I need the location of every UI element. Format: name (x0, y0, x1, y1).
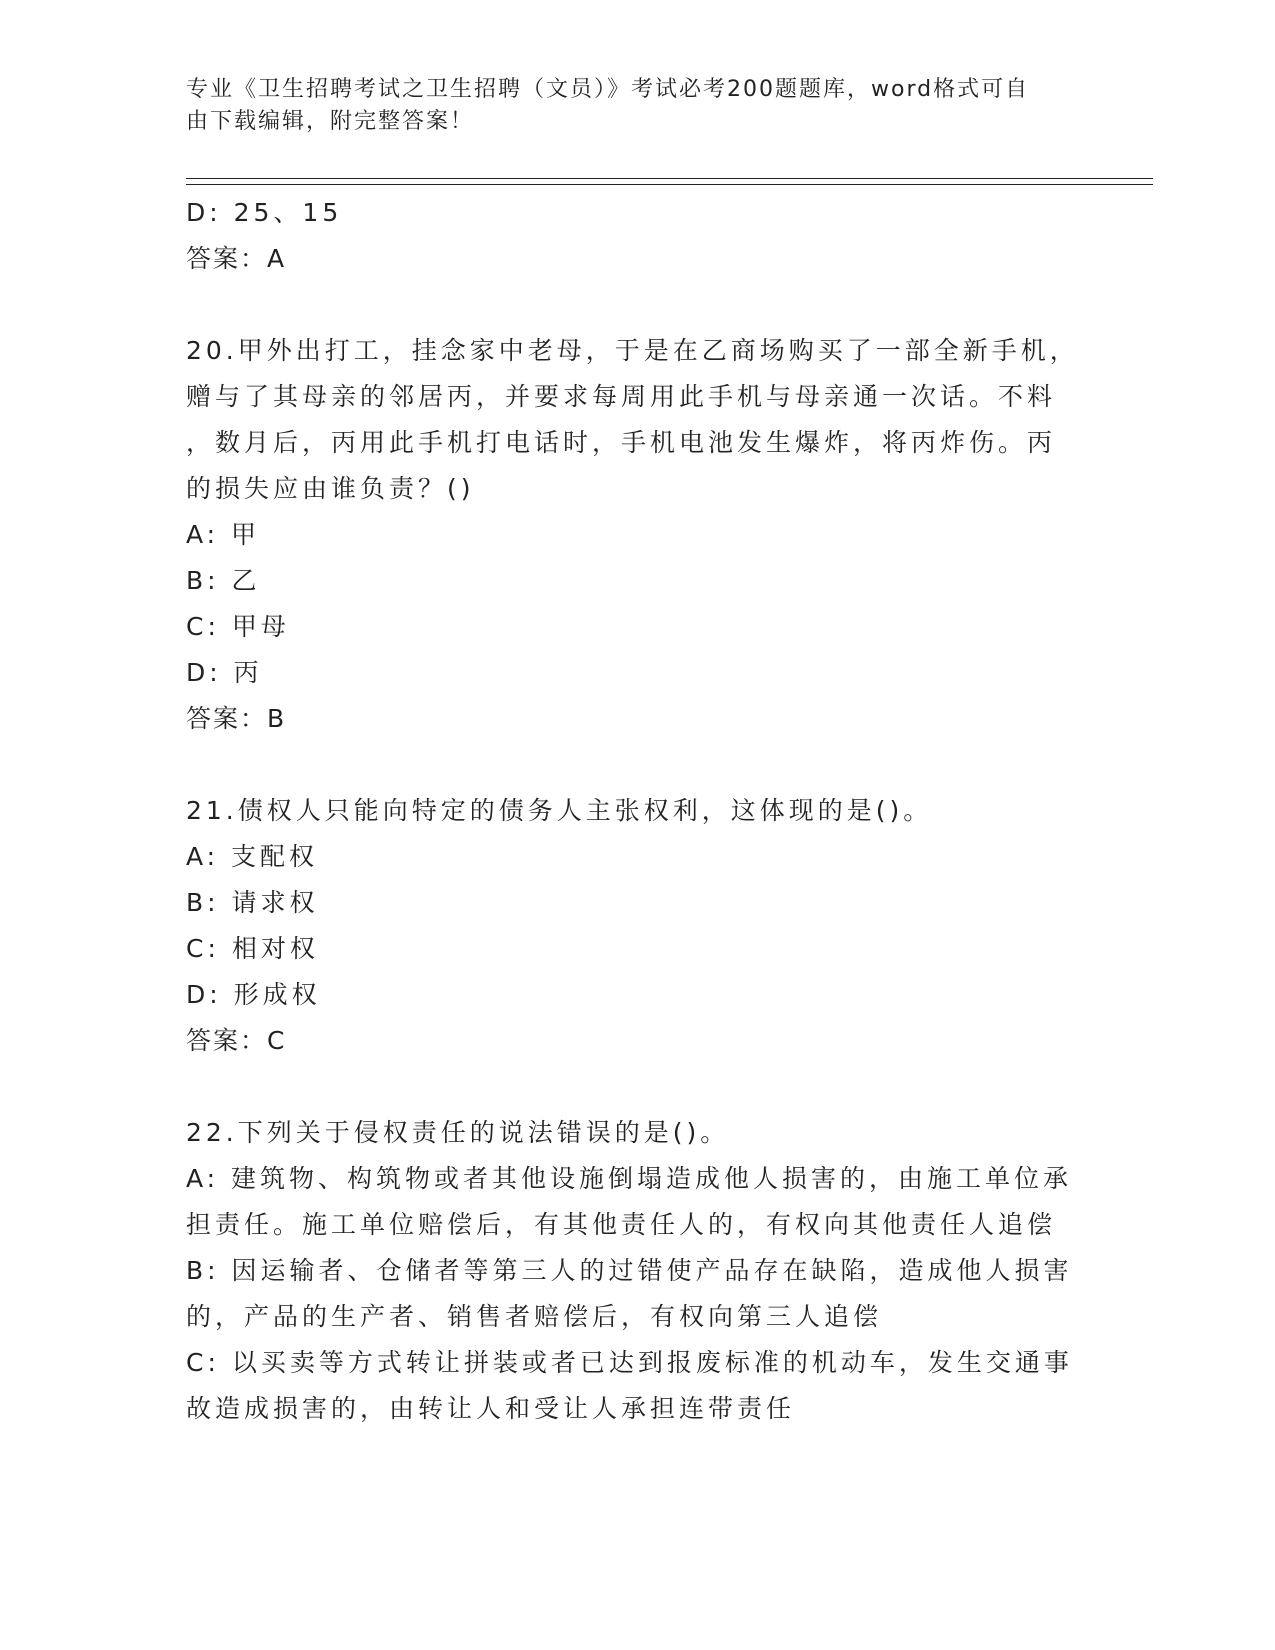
question-22 (186, 1110, 1086, 1432)
option-a-line: 担责任。施工单位赔偿后，有其他责任人的，有权向其他责任人追偿 (186, 1210, 1057, 1239)
option-d: D: 形成权 (186, 980, 321, 1009)
option-a: A: 支配权 (186, 842, 319, 871)
option-a: A: 甲 (186, 520, 261, 549)
option-b: B: 请求权 (186, 888, 319, 917)
previous-question-tail (186, 190, 1086, 282)
answer-line: 答案：C (186, 1026, 287, 1055)
option-c: C: 甲母 (186, 612, 290, 641)
header-line-1: 专业《卫生招聘考试之卫生招聘（文员）》考试必考200题题库，word格式可自 (186, 77, 1030, 102)
header-divider (186, 178, 1153, 185)
option-c-line: C: 以买卖等方式转让拼装或者已达到报废标准的机动车，发生交通事 (186, 1348, 1073, 1377)
question-stem-line: 赠与了其母亲的邻居丙，并要求每周用此手机与母亲通一次话。不料 (186, 382, 1057, 411)
question-20 (186, 328, 1086, 742)
option-c-line: 故造成损害的，由转让人和受让人承担连带责任 (186, 1394, 796, 1423)
page-header (186, 74, 1066, 138)
spacer (186, 1064, 1086, 1110)
option-d: D: 25、15 (186, 198, 343, 227)
document-body (186, 190, 1086, 1432)
question-stem-line: 22.下列关于侵权责任的说法错误的是()。 (186, 1118, 730, 1147)
answer-line: 答案：A (186, 244, 287, 273)
spacer (186, 282, 1086, 328)
answer-line: 答案：B (186, 704, 287, 733)
option-b-line: B: 因运输者、仓储者等第三人的过错使产品存在缺陷，造成他人损害 (186, 1256, 1073, 1285)
question-stem-line: 21.债权人只能向特定的债务人主张权利，这体现的是()。 (186, 796, 933, 825)
question-21 (186, 788, 1086, 1064)
spacer (186, 742, 1086, 788)
header-line-2: 由下载编辑，附完整答案！ (186, 109, 475, 134)
option-c: C: 相对权 (186, 934, 319, 963)
question-stem-line: ，数月后，丙用此手机打电话时，手机电池发生爆炸，将丙炸伤。丙 (186, 428, 1057, 457)
option-a-line: A: 建筑物、构筑物或者其他设施倒塌造成他人损害的，由施工单位承 (186, 1164, 1073, 1193)
option-d: D: 丙 (186, 658, 263, 687)
option-b: B: 乙 (186, 566, 261, 595)
question-stem-line: 20.甲外出打工，挂念家中老母，于是在乙商场购买了一部全新手机， (186, 336, 1079, 365)
option-b-line: 的，产品的生产者、销售者赔偿后，有权向第三人追偿 (186, 1302, 883, 1331)
question-stem-line: 的损失应由谁负责？() (186, 474, 475, 503)
